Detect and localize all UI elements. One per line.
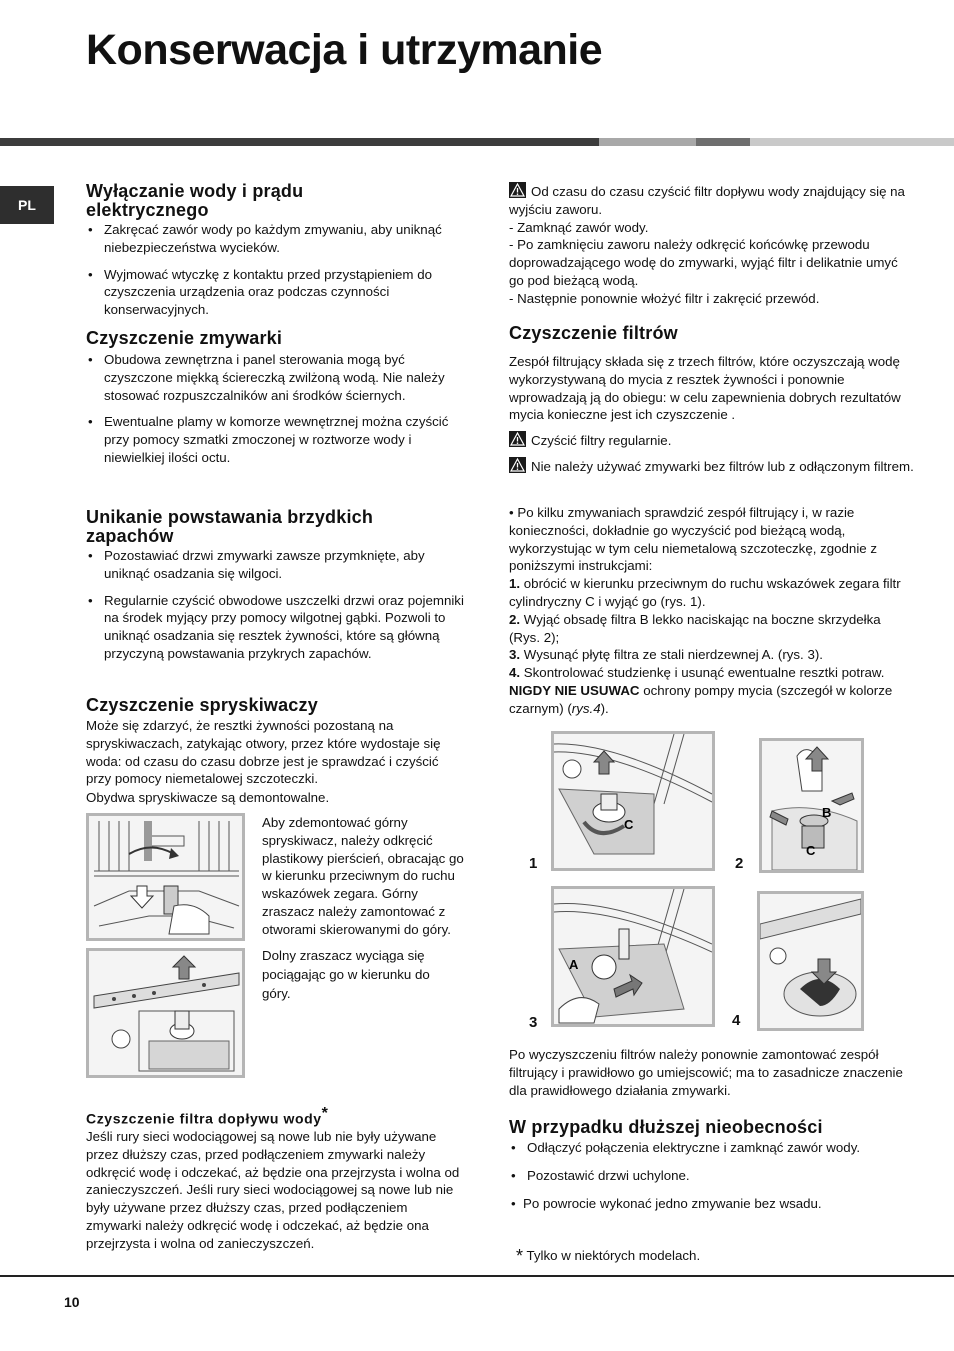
upper-sprayer-illustration: [86, 813, 245, 941]
warning-icon: [509, 457, 526, 473]
filters-warning-1-text: Czyścić filtry regularnie.: [531, 433, 672, 448]
step-text: obrócić w kierunku przeciwnym do ruchu wskazówek zegara filtr cylindryczny C i wyjąć go (rys. 1).: [509, 576, 901, 609]
section-title-inlet-filter: [86, 1106, 466, 1127]
section-title-filters: Czyszczenie filtrów: [509, 323, 678, 343]
step-text: Wysunąć płytę filtra ze stali nierdzewnej A. (rys. 3).: [520, 647, 823, 663]
filter-figure-1-drawing: [554, 734, 712, 868]
figure-number-2: 2: [735, 855, 744, 872]
lower-sprayer-illustration: [86, 948, 245, 1078]
footnote-star: *: [516, 1246, 524, 1266]
footer-rule: [0, 1275, 954, 1277]
filter-figure-1: [551, 731, 715, 871]
footnote: [516, 1247, 816, 1266]
filter-step: [509, 611, 914, 647]
list-item: • Po powrocie wykonać jedno zmywanie bez wsadu.: [509, 1195, 914, 1213]
never-remove-label: NIGDY NIE USUWAC: [509, 682, 640, 698]
list-item: • Wyjmować wtyczkę z kontaktu przed przystąpieniem do czyszczenia urządzenia oraz podczas czynności konserwacyjnych.: [86, 266, 456, 319]
upper-sprayer-drawing: [89, 816, 242, 938]
header-bar-segment-2: [599, 138, 696, 146]
fig3-letter-a: A: [569, 957, 579, 972]
filters-text: Zespół filtrujący składa się z trzech filtrów, które oczyszczają wodę wykorzystywaną do mycia z resztek żywności i ponownie wprowadzają ją do obiegu: w celu zapewnienia dobrych rezultatów mycia konieczne jest ich czyszczenie .: [509, 354, 901, 423]
inlet-filter-title-text: Czyszczenie filtra dopływu wody: [86, 1110, 322, 1127]
figure-number-3: 3: [529, 1014, 538, 1031]
list-item: • Ewentualne plamy w komorze wewnętrznej można czyścić przy pomocy szmatki zmoczonej w roztworze wody i niewielkiej ilości octu.: [86, 413, 456, 466]
filters-warning-2-text: Nie należy używać zmywarki bez filtrów lub z odłączonym filtrem.: [531, 459, 914, 474]
fig2-letter-c: C: [806, 843, 816, 858]
figure-reference: rys.4: [571, 700, 601, 716]
list-item: • Obudowa zewnętrzna i panel sterowania mogą być czyszczone miękką ściereczką zwilżoną wodą. Nie należy stosować rozpuszczalników ani środków ściernych.: [86, 351, 456, 404]
fig1-letter-c: C: [624, 817, 634, 832]
filters-after-text: Po wyczyszczeniu filtrów należy ponownie zamontować zespół filtrujący i prawidłowo go umiejscowić; ma to zasadnicze znaczenie dla prawidłowego działania zmywarki.: [509, 1047, 903, 1098]
list-water-power: [86, 221, 456, 319]
section-title-water-power: Wyłączanie wody i prądu elektrycznego: [86, 181, 304, 220]
footnote-text: Tylko w niektórych modelach.: [523, 1248, 701, 1263]
filter-step: [509, 575, 914, 611]
section-title-cleaning: Czyszczenie zmywarki: [86, 328, 283, 348]
figure-number-1: 1: [529, 855, 538, 872]
warning-icon: [509, 431, 526, 447]
section-title-sprayers: Czyszczenie spryskiwaczy: [86, 695, 318, 715]
figure-number-4: 4: [732, 1012, 741, 1029]
inlet-filter-warning: [509, 182, 914, 219]
section-title-odours: Unikanie powstawania brzydkich zapachów: [86, 507, 374, 546]
list-item: • Odłączyć połączenia elektryczne i zamknąć zawór wody.: [509, 1139, 914, 1157]
intro-line: - Następnie ponownie włożyć filtr i zakręcić przewód.: [509, 290, 820, 306]
filter-warning-never: [509, 682, 914, 718]
sprayers-text: Może się zdarzyć, że resztki żywności pozostaną na spryskiwaczach, zatykając otwory, przez które wydostaje się woda: od czasu do czasu dobrze jest je sprawdzać i czyścić przy pomocy niemetalowej szczoteczki.: [86, 718, 441, 787]
filters-instructions: [509, 504, 914, 718]
footnote-star: *: [321, 1105, 329, 1122]
never-remove-text: ochrony pompy mycia (szczegół w kolorze czarnym) (: [509, 682, 893, 716]
sprayers-text-2: Obydwa spryskiwacze są demontowalne.: [86, 790, 330, 805]
filter-figure-2: [759, 738, 864, 873]
filter-figure-3: [551, 886, 715, 1027]
inlet-filter-warning-text: Od czasu do czasu czyścić filtr dopływu wody znajdujący się na wyjściu zaworu.: [509, 184, 905, 217]
inlet-filter-text: Jeśli rury sieci wodociągowej są nowe lub nie były używane przez dłuższy czas, przed podłączeniem zmywarki należy odkręcić wodę i odczekać, aż będzie ona przejrzysta i wolna od zanieczyszczeń. Jeśli rury sieci wodociągowej są nowe lub nie były używane przez dłuższy czas, przed podłączeniem zmywarki należy odkręcić wodę i odczekać, aż będzie ona przejrzysta i wolna od zanieczyszczeń.: [86, 1129, 460, 1251]
filters-warning-1: [509, 431, 914, 450]
header-bar-segment-3: [696, 138, 750, 146]
intro-line: - Zamknąć zawór wody.: [509, 219, 649, 235]
filter-figure-4-drawing: [760, 894, 861, 1028]
list-item: • Pozostawić drzwi uchylone.: [509, 1167, 914, 1185]
never-remove-end: ).: [600, 700, 609, 716]
filters-check-text: • Po kilku zmywaniach sprawdzić zespół filtrujący i, w razie konieczności, dokładnie go wyczyścić pod bieżącą wodą, wykorzystując w tym celu niemetalową szczoteczkę, zgodnie z poniższymi instrukcjami:: [509, 505, 878, 574]
filter-step: [509, 664, 914, 682]
list-item: • Zakręcać zawór wody po każdym zmywaniu, aby uniknąć niebezpieczeństwa wycieków.: [86, 221, 456, 257]
section-title-absence: W przypadku dłuższej nieobecności: [509, 1117, 823, 1137]
list-odours: [86, 547, 466, 663]
list-cleaning: [86, 351, 456, 467]
list-item: • Pozostawiać drzwi zmywarki zawsze przymknięte, aby uniknąć osadzania się wilgoci.: [86, 547, 466, 583]
page-number: 10: [64, 1294, 80, 1310]
filter-figure-2-drawing: [762, 741, 861, 870]
inlet-filter-warning-block: [509, 182, 914, 308]
filters-warning-2: [509, 457, 914, 476]
step-number: 4.: [509, 665, 521, 681]
filter-step: [509, 646, 914, 664]
step-text: Wyjąć obsadę filtra B lekko naciskając na boczne skrzydełka (Rys. 2);: [509, 611, 881, 645]
step-number: 1.: [509, 576, 521, 592]
filter-figure-4: [757, 891, 864, 1031]
lower-sprayer-drawing: [89, 951, 242, 1075]
fig2-letter-b: B: [822, 805, 832, 820]
header-bar-segment-4: [750, 138, 954, 146]
list-absence: [509, 1139, 914, 1212]
header-bar-segment-1: [0, 138, 599, 146]
step-number: 3.: [509, 647, 521, 663]
page-title: Konserwacja i utrzymanie: [86, 26, 603, 74]
step-number: 2.: [509, 611, 521, 627]
list-item: • Regularnie czyścić obwodowe uszczelki drzwi oraz pojemniki na środek myjący przy pomocy wilgotnej gąbki. Pozwoli to uniknąć osadzania się resztek żywności, które są główną przyczyną powstawania przykrych zapachów.: [86, 592, 466, 663]
intro-line: - Po zamknięciu zaworu należy odkręcić końcówkę przewodu doprowadzającego wodę do zmywarki, wyjąć filtr i delikatnie umyć go pod bieżącą wodą.: [509, 237, 898, 288]
warning-icon: [509, 182, 526, 198]
lower-sprayer-text: Dolny zraszacz wyciąga się pociągając go w kierunku do góry.: [262, 948, 430, 1001]
filter-figure-3-drawing: [554, 889, 712, 1024]
language-tab: PL: [0, 186, 54, 224]
step-text: Skontrolować studzienkę i usunąć ewentualne resztki potraw.: [520, 665, 885, 681]
upper-sprayer-text: Aby zdemontować górny spryskiwacz, należy odkręcić plastikowy pierścień, obracając go w kierunku przeciwnym do ruchu wskazówek zegara. Górny zraszacz należy zamontować z otworami skierowanymi do góry.: [262, 815, 464, 937]
